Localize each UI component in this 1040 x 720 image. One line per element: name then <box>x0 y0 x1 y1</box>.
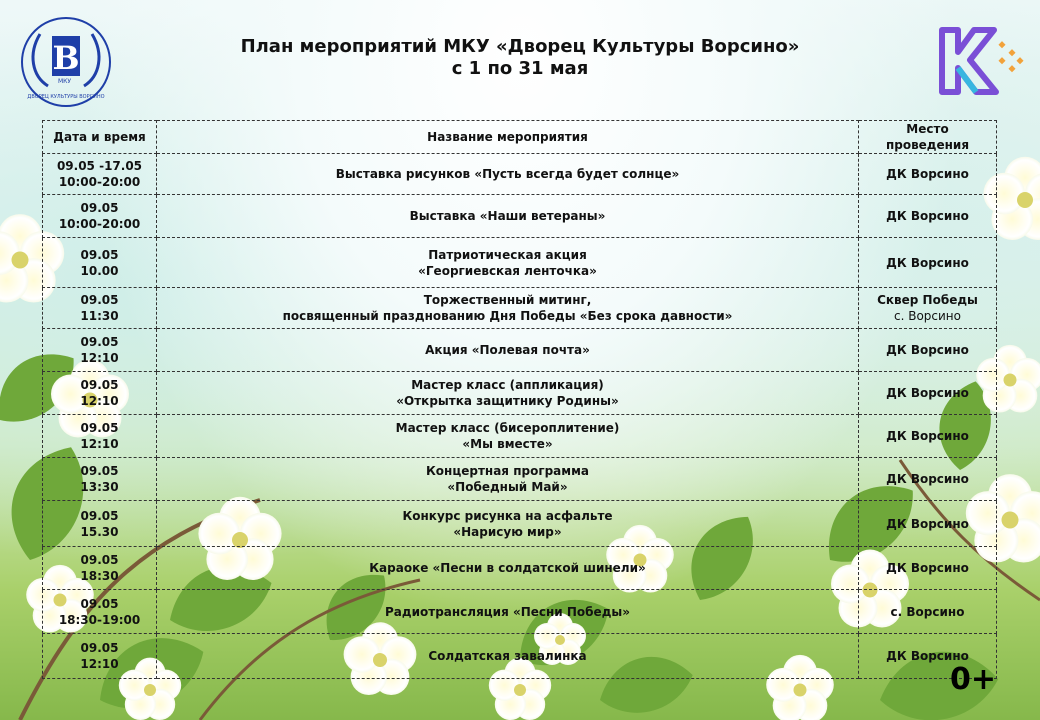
header-event-name: Название мероприятия <box>157 121 859 154</box>
event-name-cell <box>157 501 859 547</box>
venue-line1: ДК Ворсино <box>886 429 969 443</box>
event-name-line2: посвященный празднованию Дня Победы «Без срока давности» <box>282 309 733 323</box>
event-name-line1: Выставка рисунков «Пусть всегда будет солнце» <box>335 167 680 181</box>
event-time: 10:00-20:00 <box>58 175 141 189</box>
event-name-line2: «Мы вместе» <box>462 437 553 451</box>
event-time: 12:10 <box>80 437 119 451</box>
event-date: 09.05 <box>80 201 119 215</box>
table-row <box>43 415 997 458</box>
event-name-cell <box>157 590 859 634</box>
event-date: 09.05 <box>80 378 119 392</box>
date-cell <box>43 372 157 415</box>
event-date: 09.05 -17.05 <box>56 159 143 173</box>
table-row <box>43 372 997 415</box>
table-row <box>43 458 997 501</box>
event-name-line1: Торжественный митинг, <box>423 293 592 307</box>
table-row <box>43 329 997 372</box>
event-name-line1: Караоке «Песни в солдатской шинели» <box>369 561 646 575</box>
event-name-cell <box>157 634 859 679</box>
date-cell <box>43 195 157 238</box>
venue-line1: ДК Ворсино <box>886 255 969 270</box>
page-header <box>0 36 1040 80</box>
venue-line1: с. Ворсино <box>890 604 965 619</box>
date-cell <box>43 590 157 634</box>
svg-text:В: В <box>52 39 80 77</box>
event-time: 18:30 <box>80 569 119 583</box>
age-rating-badge: 0+ <box>950 662 997 697</box>
table-row <box>43 501 997 547</box>
venue-cell <box>859 372 997 415</box>
event-date: 09.05 <box>80 335 119 349</box>
date-cell <box>43 634 157 679</box>
event-name-cell <box>157 288 859 329</box>
event-name-line1: Выставка «Наши ветераны» <box>409 209 606 223</box>
venue-cell <box>859 590 997 634</box>
venue-cell <box>859 238 997 288</box>
event-name-cell <box>157 458 859 501</box>
event-time: 10:00-20:00 <box>58 217 141 231</box>
table-header-row <box>43 121 997 154</box>
event-name-line1: Мастер класс (бисероплитение) <box>395 421 620 435</box>
table-row <box>43 634 997 679</box>
event-date: 09.05 <box>80 553 119 567</box>
venue-cell <box>859 501 997 547</box>
event-date: 09.05 <box>80 421 119 435</box>
table-row <box>43 195 997 238</box>
event-name-line2: «Победный Май» <box>447 480 568 494</box>
table-row <box>43 288 997 329</box>
table-row <box>43 547 997 590</box>
venue-cell <box>859 288 997 329</box>
page-title: План мероприятий МКУ «Дворец Культуры Ворсино» <box>240 36 800 57</box>
venue-cell <box>859 195 997 238</box>
venue-cell <box>859 329 997 372</box>
event-date: 09.05 <box>80 508 119 523</box>
event-time: 10.00 <box>80 263 119 278</box>
venue-cell <box>859 154 997 195</box>
event-name-line1: Мастер класс (аппликация) <box>411 378 604 392</box>
venue-line1: ДК Ворсино <box>886 472 969 486</box>
events-schedule-table <box>42 120 997 679</box>
venue-line1: ДК Ворсино <box>886 209 969 223</box>
header-date: Дата и время <box>43 121 157 154</box>
event-name-cell <box>157 547 859 590</box>
date-cell <box>43 329 157 372</box>
event-name-line1: Солдатская завалинка <box>428 649 587 663</box>
event-name-cell <box>157 238 859 288</box>
venue-cell <box>859 547 997 590</box>
venue-line1: ДК Ворсино <box>886 167 969 181</box>
event-time: 13:30 <box>80 480 119 494</box>
event-name-line2: «Георгиевская ленточка» <box>418 263 597 278</box>
event-name-cell <box>157 415 859 458</box>
page-subtitle: с 1 по 31 мая <box>451 58 589 79</box>
venue-cell <box>859 458 997 501</box>
event-time: 12:10 <box>80 394 119 408</box>
event-name-cell <box>157 195 859 238</box>
event-date: 09.05 <box>80 247 119 262</box>
header-venue: Место проведения <box>859 121 997 154</box>
table-row <box>43 238 997 288</box>
logo-caption: ДВОРЕЦ КУЛЬТУРЫ ВОРСИНО <box>27 94 105 100</box>
event-name-line2: «Нарисую мир» <box>453 524 562 539</box>
event-name-cell <box>157 372 859 415</box>
venue-line1: ДК Ворсино <box>886 516 969 531</box>
venue-line1: Сквер Победы <box>877 293 978 307</box>
event-name-line2: «Открытка защитнику Родины» <box>396 394 619 408</box>
venue-line1: ДК Ворсино <box>886 343 969 357</box>
table-row <box>43 590 997 634</box>
event-time: 12:10 <box>80 657 119 671</box>
venue-line1: ДК Ворсино <box>886 386 969 400</box>
date-cell <box>43 288 157 329</box>
date-cell <box>43 547 157 590</box>
logo-small-text: МКУ <box>58 78 72 85</box>
table-row <box>43 154 997 195</box>
event-date: 09.05 <box>80 641 119 655</box>
event-time: 11:30 <box>80 309 119 323</box>
event-name-line1: Патриотическая акция <box>428 247 587 262</box>
event-date: 09.05 <box>80 464 119 478</box>
event-name-line1: Радиотрансляция «Песни Победы» <box>385 604 630 619</box>
date-cell <box>43 154 157 195</box>
event-name-cell <box>157 329 859 372</box>
event-name-cell <box>157 154 859 195</box>
event-time: 12:10 <box>80 351 119 365</box>
event-date: 09.05 <box>80 596 119 611</box>
event-name-line1: Акция «Полевая почта» <box>425 343 590 357</box>
venue-cell <box>859 415 997 458</box>
event-time: 15.30 <box>80 524 119 539</box>
venue-line1: ДК Ворсино <box>886 561 969 575</box>
event-name-line1: Конкурс рисунка на асфальте <box>402 508 613 523</box>
date-cell <box>43 458 157 501</box>
venue-line2: с. Ворсино <box>893 309 961 323</box>
event-name-line1: Концертная программа <box>426 464 589 478</box>
date-cell <box>43 501 157 547</box>
venue-line1: ДК Ворсино <box>886 649 969 663</box>
event-time: 18:30-19:00 <box>58 612 141 627</box>
date-cell <box>43 238 157 288</box>
date-cell <box>43 415 157 458</box>
event-date: 09.05 <box>80 293 119 307</box>
